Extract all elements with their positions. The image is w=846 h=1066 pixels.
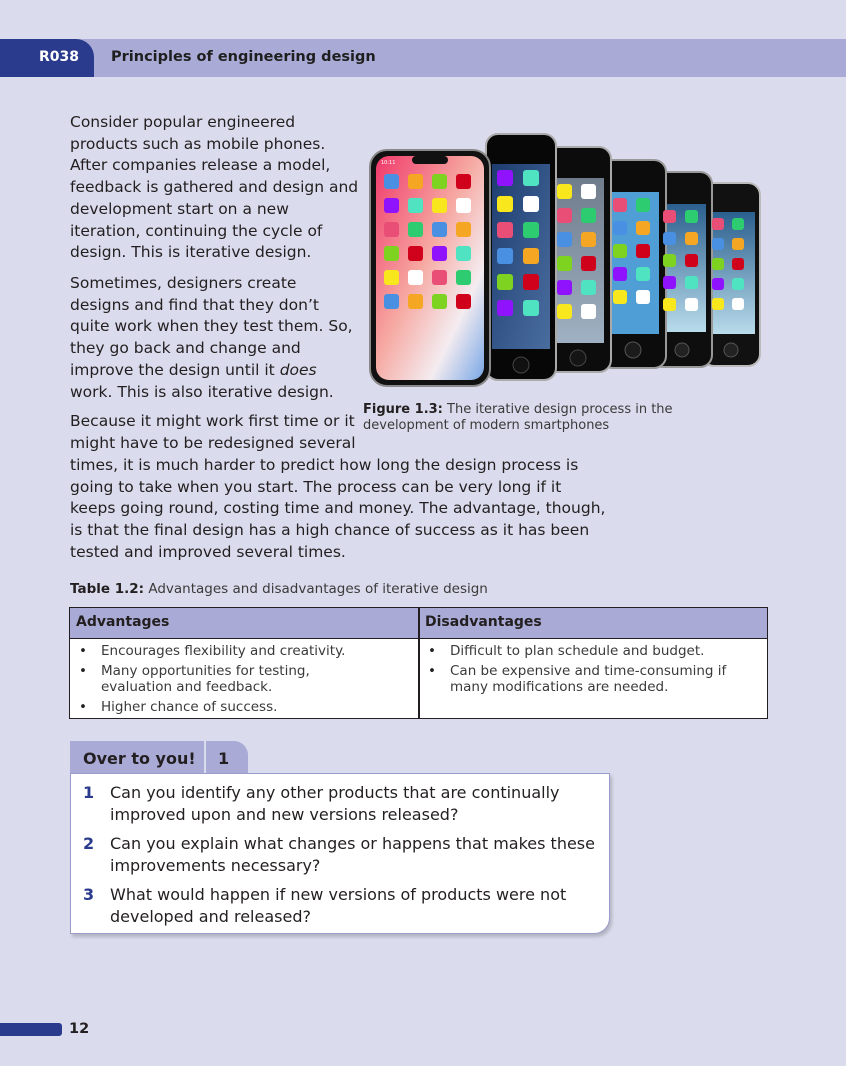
app-icon — [732, 298, 744, 310]
app-icon — [497, 274, 513, 290]
app-icon — [456, 174, 471, 189]
app-icon — [581, 280, 596, 295]
over-to-you-title: Over to you! — [83, 749, 196, 768]
app-icon — [497, 170, 513, 186]
app-icon — [384, 294, 399, 309]
table-caption — [70, 581, 488, 597]
app-icon — [685, 298, 698, 311]
app-icon — [456, 270, 471, 285]
app-icon — [497, 300, 513, 316]
app-icon — [384, 198, 399, 213]
unit-code: R038 — [39, 49, 80, 65]
app-icon — [636, 221, 650, 235]
app-icon — [732, 258, 744, 270]
app-icon — [636, 267, 650, 281]
app-icon — [497, 196, 513, 212]
list-item: • Difficult to plan schedule and budget. — [423, 643, 743, 659]
list-item: • Many opportunities for testing, evaluation and feedback. — [74, 663, 374, 695]
app-icon — [408, 174, 423, 189]
app-icon — [384, 246, 399, 261]
question-number: 2 — [83, 834, 95, 853]
list-item: • Encourages flexibility and creativity. — [74, 643, 374, 659]
question-text: Can you identify any other products that are continually improved upon and new versions released? — [110, 783, 560, 824]
app-icon — [732, 218, 744, 230]
app-icon — [685, 210, 698, 223]
app-icon — [523, 248, 539, 264]
app-icon — [523, 300, 539, 316]
table-caption-text: Advantages and disadvantages of iterative design — [144, 581, 488, 597]
app-icon — [557, 256, 572, 271]
app-icon — [384, 222, 399, 237]
app-icon — [432, 246, 447, 261]
app-icon — [732, 278, 744, 290]
question-number: 3 — [83, 885, 95, 904]
app-icon — [408, 198, 423, 213]
app-icon — [557, 232, 572, 247]
column-divider — [418, 608, 420, 718]
header-advantages: Advantages — [76, 614, 170, 630]
app-icon — [732, 238, 744, 250]
app-icon — [456, 294, 471, 309]
app-icon — [613, 221, 627, 235]
app-icon — [613, 244, 627, 258]
app-icon — [685, 276, 698, 289]
app-icon — [663, 276, 676, 289]
app-icon — [523, 274, 539, 290]
table-label: Table 1.2: — [70, 581, 145, 597]
app-icon — [636, 244, 650, 258]
figure-caption — [363, 402, 758, 434]
app-icon — [636, 290, 650, 304]
app-icon — [712, 218, 724, 230]
app-icon — [523, 222, 539, 238]
app-icon — [685, 254, 698, 267]
paragraph-advantage-rest: times, it is much harder to predict how long the design process is going to take when you start. The process can be very long if it keeps going round, costing time and money. The advantage, though, is that the final design has a high chance of success as it has been tested and improved several times. — [70, 456, 606, 561]
app-icon — [408, 270, 423, 285]
app-icon — [613, 198, 627, 212]
app-icon — [432, 198, 447, 213]
list-item: • Can be expensive and time-consuming if many modifications are needed. — [423, 663, 743, 695]
app-icon — [384, 174, 399, 189]
app-icon — [408, 222, 423, 237]
app-icon — [456, 246, 471, 261]
figure-label: Figure 1.3: — [363, 402, 443, 417]
smartphones-figure — [368, 112, 768, 397]
app-icon — [557, 280, 572, 295]
app-icon — [613, 267, 627, 281]
app-icon — [497, 222, 513, 238]
advantages-table — [69, 607, 768, 719]
over-to-you-box — [70, 773, 610, 934]
app-icon — [663, 210, 676, 223]
app-icon — [581, 232, 596, 247]
app-icon — [432, 294, 447, 309]
tab-separator — [204, 741, 206, 775]
app-icon — [523, 196, 539, 212]
figure-caption-text: The iterative design process in the development of modern smartphones — [363, 402, 673, 433]
app-icon — [432, 222, 447, 237]
question-text: Can you explain what changes or happens that makes these improvements necessary? — [110, 834, 595, 875]
app-icon — [581, 208, 596, 223]
paragraph-intro: Consider popular engineered products such as mobile phones. After companies release a model, feedback is gathered and design and development start on a new iteration, continuing the cycle of design. This is iterative design. — [70, 113, 359, 262]
app-icon — [497, 248, 513, 264]
list-item: • Higher chance of success. — [74, 699, 374, 715]
header-disadvantages: Disadvantages — [425, 614, 542, 630]
app-icon — [456, 198, 471, 213]
over-to-you-number: 1 — [218, 749, 230, 768]
phone-2 — [486, 134, 556, 380]
app-icon — [712, 238, 724, 250]
app-icon — [581, 184, 596, 199]
app-icon — [408, 246, 423, 261]
page-header — [0, 39, 846, 77]
app-icon — [712, 278, 724, 290]
chapter-title: Principles of engineering design — [111, 49, 376, 65]
app-icon — [432, 174, 447, 189]
emphasis-does: does — [279, 360, 317, 379]
app-icon — [557, 208, 572, 223]
question-number: 1 — [83, 783, 95, 802]
app-icon — [384, 270, 399, 285]
page-number: 12 — [69, 1021, 90, 1037]
app-icon — [712, 258, 724, 270]
app-icon — [523, 170, 539, 186]
app-icon — [581, 304, 596, 319]
app-icon — [712, 298, 724, 310]
app-icon — [408, 294, 423, 309]
advantages-list — [74, 643, 374, 719]
over-to-you-tab — [70, 741, 248, 775]
question-text: What would happen if new versions of products were not developed and released? — [110, 885, 567, 926]
disadvantages-list — [423, 643, 743, 699]
app-icon — [432, 270, 447, 285]
app-icon — [581, 256, 596, 271]
phone-screen-time: 10:11 — [381, 160, 396, 166]
app-icon — [663, 298, 676, 311]
app-icon — [663, 232, 676, 245]
app-icon — [636, 198, 650, 212]
app-icon — [663, 254, 676, 267]
app-icon — [613, 290, 627, 304]
footer-bar — [0, 1023, 62, 1036]
app-icon — [557, 304, 572, 319]
paragraph-advantage-start: Because it might work first time or it might have to be redesigned several — [70, 412, 356, 452]
app-icon — [557, 184, 572, 199]
paragraph-redesign: Sometimes, designers create designs and find that they don’t quite work when they test them. So, they go back and change and improve the design until it does work. This is also iterative design. — [70, 274, 353, 401]
app-icon — [456, 222, 471, 237]
app-icon — [685, 232, 698, 245]
